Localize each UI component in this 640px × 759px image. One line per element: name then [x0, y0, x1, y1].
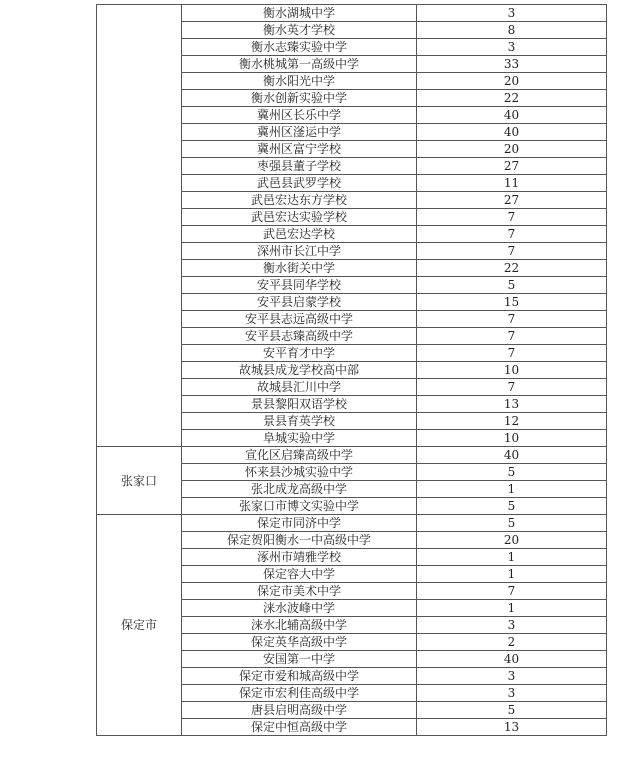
school-name-cell: 衡水街关中学 — [182, 260, 417, 277]
count-cell: 7 — [417, 243, 607, 260]
count-cell: 40 — [417, 107, 607, 124]
table-row — [97, 5, 607, 22]
count-cell: 7 — [417, 209, 607, 226]
school-name-cell: 涞水北辅高级中学 — [182, 617, 417, 634]
count-cell: 3 — [417, 39, 607, 56]
school-name-cell: 唐县启明高级中学 — [182, 702, 417, 719]
count-cell: 10 — [417, 430, 607, 447]
count-cell: 5 — [417, 498, 607, 515]
count-cell: 5 — [417, 464, 607, 481]
count-cell: 15 — [417, 294, 607, 311]
school-name-cell: 冀州区富宁学校 — [182, 141, 417, 158]
school-name-cell: 冀州区滏运中学 — [182, 124, 417, 141]
school-name-cell: 保定容大中学 — [182, 566, 417, 583]
school-name-cell: 涿州市靖雅学校 — [182, 549, 417, 566]
count-cell: 40 — [417, 447, 607, 464]
school-name-cell: 故城县汇川中学 — [182, 379, 417, 396]
count-cell: 20 — [417, 141, 607, 158]
count-cell: 8 — [417, 22, 607, 39]
count-cell: 13 — [417, 396, 607, 413]
count-cell: 7 — [417, 311, 607, 328]
school-name-cell: 保定中恒高级中学 — [182, 719, 417, 736]
school-name-cell: 武邑县武罗学校 — [182, 175, 417, 192]
school-name-cell: 冀州区长乐中学 — [182, 107, 417, 124]
region-cell — [97, 5, 182, 447]
count-cell: 3 — [417, 617, 607, 634]
school-name-cell: 怀来县沙城实验中学 — [182, 464, 417, 481]
school-name-cell: 涞水波峰中学 — [182, 600, 417, 617]
school-name-cell: 安平育才中学 — [182, 345, 417, 362]
table-row — [97, 447, 607, 464]
count-cell: 3 — [417, 668, 607, 685]
count-cell: 1 — [417, 566, 607, 583]
count-cell: 5 — [417, 277, 607, 294]
school-name-cell: 景县黎阳双语学校 — [182, 396, 417, 413]
table-body — [97, 5, 607, 736]
count-cell: 7 — [417, 345, 607, 362]
school-name-cell: 安平县志远高级中学 — [182, 311, 417, 328]
count-cell: 3 — [417, 5, 607, 22]
school-name-cell: 安平县同华学校 — [182, 277, 417, 294]
school-name-cell: 阜城实验中学 — [182, 430, 417, 447]
school-name-cell: 保定市美术中学 — [182, 583, 417, 600]
count-cell: 1 — [417, 481, 607, 498]
school-name-cell: 安国第一中学 — [182, 651, 417, 668]
school-name-cell: 衡水志臻实验中学 — [182, 39, 417, 56]
count-cell: 22 — [417, 90, 607, 107]
school-name-cell: 武邑宏达学校 — [182, 226, 417, 243]
count-cell: 40 — [417, 651, 607, 668]
school-name-cell: 武邑宏达实验学校 — [182, 209, 417, 226]
count-cell: 7 — [417, 328, 607, 345]
count-cell: 7 — [417, 583, 607, 600]
count-cell: 5 — [417, 515, 607, 532]
enrollment-table — [96, 4, 607, 736]
count-cell: 3 — [417, 685, 607, 702]
count-cell: 5 — [417, 702, 607, 719]
region-cell: 保定市 — [97, 515, 182, 736]
school-name-cell: 景县育英学校 — [182, 413, 417, 430]
school-name-cell: 安平县志臻高级中学 — [182, 328, 417, 345]
school-name-cell: 衡水阳光中学 — [182, 73, 417, 90]
school-name-cell: 安平县启蒙学校 — [182, 294, 417, 311]
count-cell: 22 — [417, 260, 607, 277]
count-cell: 2 — [417, 634, 607, 651]
count-cell: 12 — [417, 413, 607, 430]
count-cell: 13 — [417, 719, 607, 736]
school-name-cell: 衡水英才学校 — [182, 22, 417, 39]
school-name-cell: 武邑宏达东方学校 — [182, 192, 417, 209]
table-row — [97, 515, 607, 532]
count-cell: 1 — [417, 549, 607, 566]
school-name-cell: 张北成龙高级中学 — [182, 481, 417, 498]
count-cell: 40 — [417, 124, 607, 141]
count-cell: 20 — [417, 73, 607, 90]
school-name-cell: 深州市长江中学 — [182, 243, 417, 260]
school-name-cell: 保定市爱和城高级中学 — [182, 668, 417, 685]
count-cell: 10 — [417, 362, 607, 379]
count-cell: 1 — [417, 600, 607, 617]
count-cell: 27 — [417, 192, 607, 209]
school-name-cell: 枣强县董子学校 — [182, 158, 417, 175]
school-name-cell: 张家口市博文实验中学 — [182, 498, 417, 515]
school-name-cell: 保定贺阳衡水一中高级中学 — [182, 532, 417, 549]
school-name-cell: 衡水湖城中学 — [182, 5, 417, 22]
count-cell: 7 — [417, 226, 607, 243]
school-name-cell: 衡水创新实验中学 — [182, 90, 417, 107]
region-cell: 张家口 — [97, 447, 182, 515]
school-name-cell: 保定英华高级中学 — [182, 634, 417, 651]
school-name-cell: 宣化区启臻高级中学 — [182, 447, 417, 464]
school-name-cell: 保定市同济中学 — [182, 515, 417, 532]
school-name-cell: 故城县成龙学校高中部 — [182, 362, 417, 379]
count-cell: 33 — [417, 56, 607, 73]
school-name-cell: 保定市宏利佳高级中学 — [182, 685, 417, 702]
count-cell: 20 — [417, 532, 607, 549]
count-cell: 27 — [417, 158, 607, 175]
count-cell: 7 — [417, 379, 607, 396]
count-cell: 11 — [417, 175, 607, 192]
school-name-cell: 衡水桃城第一高级中学 — [182, 56, 417, 73]
